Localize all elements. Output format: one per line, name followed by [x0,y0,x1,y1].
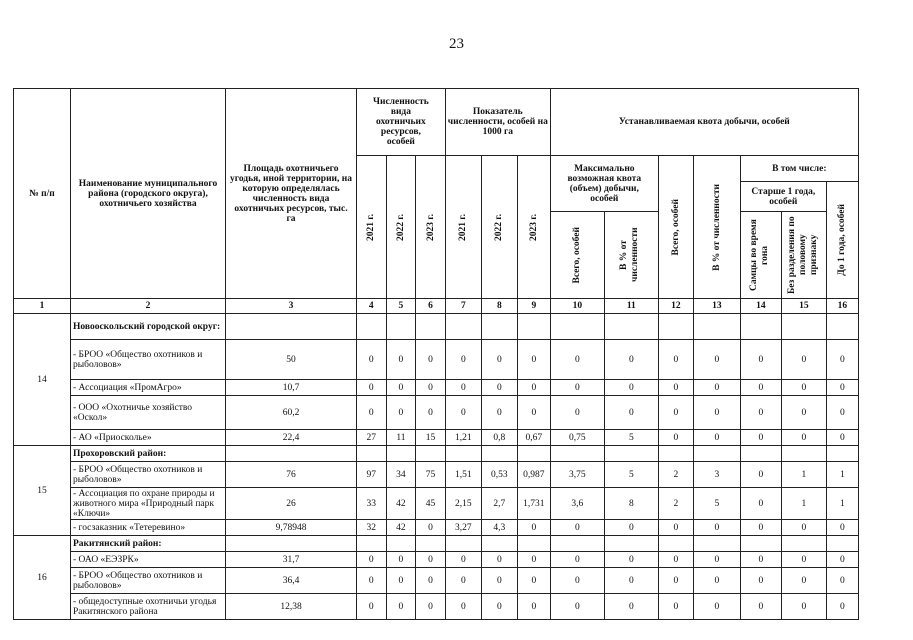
table-row [14,488,859,520]
page-number: 23 [449,36,464,52]
empty-cell [386,536,416,552]
value-cell: 3,6 [550,488,604,520]
value-cell: 0 [740,340,781,380]
value-cell: 0 [693,380,740,396]
empty-cell [445,314,481,340]
value-cell: 0 [658,396,693,430]
value-cell: 36,4 [226,568,357,594]
value-cell: 0 [517,520,550,536]
row-name: - Ассоциация по охране природы и животного мира «Природный парк «Ключи» [71,488,226,520]
header-nosex: Без разделения по половому признаку [781,212,826,299]
table-row [14,520,859,536]
value-cell: 0 [740,380,781,396]
header-older: Старше 1 года, особей [740,182,826,212]
value-cell: 0 [781,396,826,430]
empty-cell [226,314,357,340]
value-cell: 0,67 [517,430,550,446]
value-cell: 0 [550,594,604,620]
value-cell: 0 [826,430,858,446]
empty-cell [658,536,693,552]
empty-cell [781,314,826,340]
value-cell: 0 [416,340,446,380]
value-cell: 1,51 [445,462,481,488]
empty-cell [781,536,826,552]
value-cell: 0 [781,340,826,380]
value-cell: 4,3 [481,520,517,536]
value-cell: 0 [386,568,416,594]
value-cell: 0 [517,340,550,380]
empty-cell [357,446,387,462]
header-density-2022: 2022 г. [481,156,517,299]
value-cell: 0 [445,552,481,568]
value-cell: 1,21 [445,430,481,446]
value-cell: 0 [740,396,781,430]
empty-cell [445,536,481,552]
value-cell: 0,987 [517,462,550,488]
value-cell: 0 [826,380,858,396]
value-cell: 0 [550,568,604,594]
empty-cell [781,446,826,462]
value-cell: 0 [693,594,740,620]
empty-cell [226,446,357,462]
value-cell: 0 [550,396,604,430]
empty-cell [386,314,416,340]
empty-cell [416,314,446,340]
empty-cell [481,314,517,340]
row-name: - БРОО «Общество охотников и рыболовов» [71,462,226,488]
header-max: Максимально возможная квота (объем) добычи, особей [550,156,658,212]
value-cell: 0 [517,568,550,594]
header-2023: 2023 г. [416,156,446,299]
empty-cell [445,446,481,462]
value-cell: 0 [481,552,517,568]
value-cell: 0 [658,568,693,594]
table-row [14,430,859,446]
group-title-row [14,446,859,462]
value-cell: 0 [416,594,446,620]
value-cell: 0 [481,396,517,430]
value-cell: 2 [658,488,693,520]
value-cell: 0 [604,396,658,430]
value-cell: 15 [416,430,446,446]
value-cell: 0 [416,520,446,536]
group-title: Новооскольский городской округ: [71,314,226,340]
value-cell: 0 [357,594,387,620]
value-cell: 0 [740,568,781,594]
value-cell: 11 [386,430,416,446]
table-row [14,340,859,380]
value-cell: 0 [826,520,858,536]
value-cell: 0 [357,568,387,594]
table-row [14,380,859,396]
header-max-total: Всего, особей [550,212,604,299]
empty-cell [357,536,387,552]
value-cell: 0 [550,552,604,568]
value-cell: 0 [781,520,826,536]
value-cell: 5 [604,430,658,446]
value-cell: 0 [445,594,481,620]
value-cell: 0 [517,380,550,396]
value-cell: 0 [740,430,781,446]
value-cell: 0 [826,568,858,594]
empty-cell [481,536,517,552]
value-cell: 32 [357,520,387,536]
header-max-pct: В % от численности [604,212,658,299]
value-cell: 0 [693,396,740,430]
value-cell: 0 [826,340,858,380]
empty-cell [693,314,740,340]
value-cell: 0 [604,520,658,536]
value-cell: 0 [658,594,693,620]
value-cell: 0 [693,568,740,594]
value-cell: 26 [226,488,357,520]
value-cell: 75 [416,462,446,488]
value-cell: 1,731 [517,488,550,520]
value-cell: 34 [386,462,416,488]
table-row [14,568,859,594]
header-quota: Устанавливаемая квота добычи, особей [550,89,858,156]
value-cell: 0 [416,396,446,430]
value-cell: 42 [386,488,416,520]
value-cell: 0 [517,552,550,568]
empty-cell [386,446,416,462]
value-cell: 0 [658,430,693,446]
value-cell: 0 [658,380,693,396]
row-name: - общедоступные охотничьи угодья Ракитянского района [71,594,226,620]
value-cell: 2,15 [445,488,481,520]
value-cell: 0 [693,520,740,536]
table-row [14,396,859,430]
value-cell: 0 [740,462,781,488]
value-cell: 3 [693,462,740,488]
value-cell: 5 [604,462,658,488]
table-row [14,462,859,488]
table-row [14,552,859,568]
value-cell: 0 [604,552,658,568]
row-name: - Ассоциация «ПромАгро» [71,380,226,396]
header-area: Площадь охотничьего угодья, иной территории, на которую определялась численность вида охотничьих ресурсов, тыс. га [226,89,357,299]
empty-cell [226,536,357,552]
value-cell: 0 [740,552,781,568]
value-cell: 0,75 [550,430,604,446]
value-cell: 50 [226,340,357,380]
value-cell: 0 [604,340,658,380]
value-cell: 0 [658,520,693,536]
header-2021: 2021 г. [357,156,387,299]
quota-table [13,88,859,620]
empty-cell [658,446,693,462]
value-cell: 0 [357,340,387,380]
value-cell: 9,78948 [226,520,357,536]
value-cell: 0 [693,340,740,380]
header-density: Показатель численности, особей на 1000 га [445,89,550,156]
empty-cell [550,314,604,340]
value-cell: 0 [386,380,416,396]
empty-cell [693,536,740,552]
value-cell: 0 [693,552,740,568]
value-cell: 31,7 [226,552,357,568]
value-cell: 27 [357,430,387,446]
table-row [14,594,859,620]
value-cell: 0 [481,340,517,380]
value-cell: 1 [826,462,858,488]
value-cell: 0 [481,594,517,620]
value-cell: 76 [226,462,357,488]
header-incl: В том числе: [740,156,858,182]
value-cell: 97 [357,462,387,488]
row-name: - БРОО «Общество охотников и рыболовов» [71,568,226,594]
empty-cell [481,446,517,462]
value-cell: 0 [740,594,781,620]
value-cell: 0 [481,568,517,594]
value-cell: 0 [781,552,826,568]
value-cell: 0 [604,380,658,396]
value-cell: 0,53 [481,462,517,488]
empty-cell [357,314,387,340]
empty-cell [517,536,550,552]
group-title: Прохоровский район: [71,446,226,462]
empty-cell [604,446,658,462]
value-cell: 0 [781,568,826,594]
value-cell: 1 [781,462,826,488]
value-cell: 0 [445,380,481,396]
value-cell: 0 [481,380,517,396]
value-cell: 0 [445,340,481,380]
value-cell: 2,7 [481,488,517,520]
empty-cell [658,314,693,340]
value-cell: 0 [658,340,693,380]
value-cell: 0 [826,594,858,620]
empty-cell [416,446,446,462]
value-cell: 12,38 [226,594,357,620]
empty-cell [604,314,658,340]
empty-cell [517,314,550,340]
header-density-2021: 2021 г. [445,156,481,299]
value-cell: 0 [740,520,781,536]
row-name: - АО «Приосколье» [71,430,226,446]
group-title-row [14,314,859,340]
row-name: - БРОО «Общество охотников и рыболовов» [71,340,226,380]
value-cell: 22,4 [226,430,357,446]
value-cell: 0 [826,396,858,430]
empty-cell [740,314,781,340]
value-cell: 0 [604,594,658,620]
value-cell: 0 [826,552,858,568]
value-cell: 0 [386,594,416,620]
value-cell: 0,8 [481,430,517,446]
empty-cell [550,536,604,552]
table-body [14,314,859,620]
value-cell: 0 [386,396,416,430]
value-cell: 5 [693,488,740,520]
value-cell: 0 [386,552,416,568]
value-cell: 0 [550,380,604,396]
value-cell: 1 [781,488,826,520]
empty-cell [604,536,658,552]
header-pct-count: В % от численности [693,156,740,299]
header-total: Всего, особей [658,156,693,299]
header-density-2023: 2023 г. [517,156,550,299]
column-numbers-row: 1 2 3 4 5 6 7 8 9 10 11 12 13 14 15 16 [14,299,859,314]
group-number: 14 [14,314,71,446]
value-cell: 0 [416,568,446,594]
header-males: Самцы во время гона [740,212,781,299]
value-cell: 0 [416,380,446,396]
group-number: 15 [14,446,71,536]
group-number: 16 [14,536,71,620]
value-cell: 0 [550,340,604,380]
empty-cell [826,536,858,552]
value-cell: 0 [781,430,826,446]
value-cell: 0 [693,430,740,446]
value-cell: 42 [386,520,416,536]
empty-cell [517,446,550,462]
value-cell: 0 [604,568,658,594]
value-cell: 60,2 [226,396,357,430]
value-cell: 3,27 [445,520,481,536]
empty-cell [740,536,781,552]
value-cell: 3,75 [550,462,604,488]
header-young: До 1 года, особей [826,182,858,299]
value-cell: 8 [604,488,658,520]
empty-cell [826,314,858,340]
header-name: Наименование муниципального района (городского округа), охотничьего хозяйства [71,89,226,299]
value-cell: 0 [740,488,781,520]
value-cell: 10,7 [226,380,357,396]
value-cell: 0 [445,396,481,430]
header-count: Численность вида охотничьих ресурсов, особей [357,89,446,156]
empty-cell [416,536,446,552]
value-cell: 0 [445,568,481,594]
header-2022: 2022 г. [386,156,416,299]
value-cell: 0 [517,396,550,430]
value-cell: 0 [781,594,826,620]
empty-cell [826,446,858,462]
value-cell: 33 [357,488,387,520]
header-no: № п/п [14,89,71,299]
value-cell: 0 [357,552,387,568]
value-cell: 0 [658,552,693,568]
row-name: - ОАО «ЕЭЗРК» [71,552,226,568]
empty-cell [550,446,604,462]
value-cell: 0 [386,340,416,380]
empty-cell [740,446,781,462]
value-cell: 2 [658,462,693,488]
group-title-row [14,536,859,552]
value-cell: 1 [826,488,858,520]
value-cell: 45 [416,488,446,520]
value-cell: 0 [550,520,604,536]
value-cell: 0 [517,594,550,620]
row-name: - госзаказник «Тетеревино» [71,520,226,536]
group-title: Ракитянский район: [71,536,226,552]
value-cell: 0 [357,380,387,396]
row-name: - ООО «Охотничье хозяйство «Оскол» [71,396,226,430]
value-cell: 0 [416,552,446,568]
value-cell: 0 [357,396,387,430]
value-cell: 0 [781,380,826,396]
empty-cell [693,446,740,462]
